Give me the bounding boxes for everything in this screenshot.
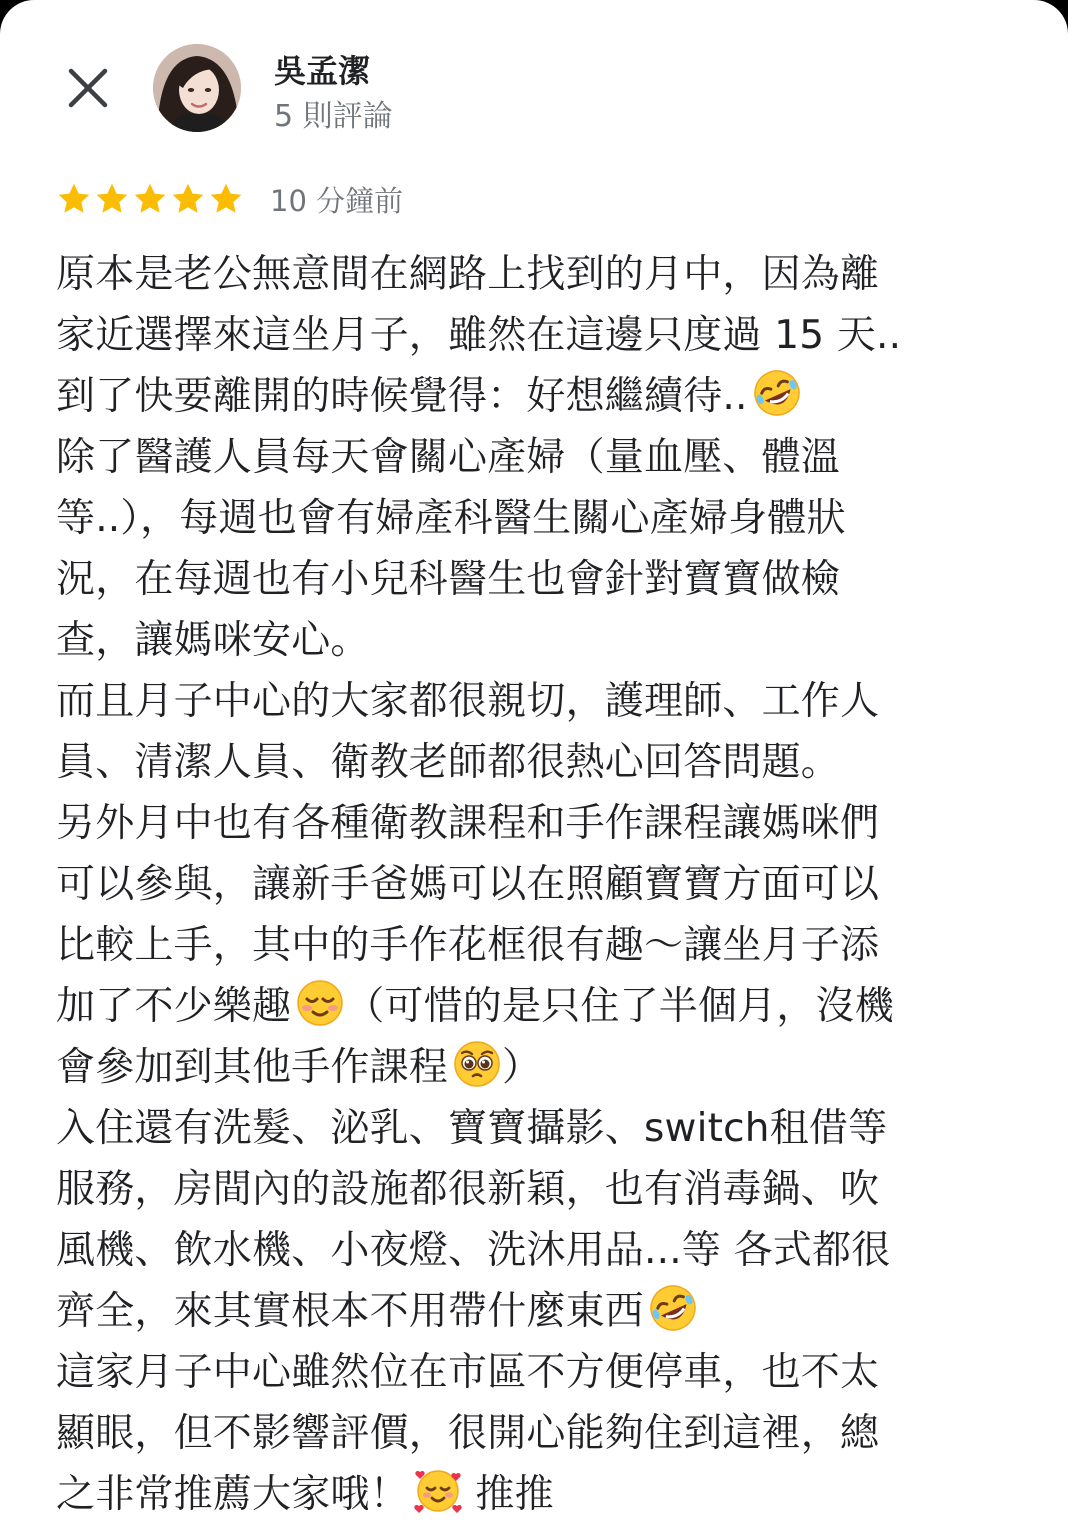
star-rating [56, 181, 244, 217]
close-icon [67, 67, 109, 109]
reviewer-name[interactable]: 吳孟潔 [274, 52, 371, 90]
review-line: 而且月子中心的大家都很親切，護理師、工作人 [56, 679, 880, 724]
avatar-photo [153, 44, 241, 132]
smiling-face-emoji [295, 978, 345, 1028]
review-line: 齊全，來其實根本不用帶什麼東西 [56, 1281, 1046, 1342]
review-line: 家近選擇來這坐月子，雖然在這邊只度過 15 天.. [56, 313, 902, 358]
star-icon [56, 181, 92, 217]
review-time: 10 分鐘前 [270, 183, 404, 218]
review-text [56, 244, 1046, 1525]
star-icon [170, 181, 206, 217]
review-line: 加了不少樂趣 （可惜的是只住了半個月，沒機 [56, 976, 1046, 1037]
review-line: 會參加到其他手作課程 ） [56, 1037, 1046, 1098]
review-line: 等..），每週也會有婦產科醫生關心產婦身體狀 [56, 496, 846, 541]
review-line: 另外月中也有各種衛教課程和手作課程讓媽咪們 [56, 801, 880, 846]
review-line: 比較上手，其中的手作花框很有趣～讓坐月子添 [56, 923, 880, 968]
smiling-face-with-hearts-emoji [413, 1466, 463, 1516]
pleading-face-emoji [452, 1039, 502, 1089]
review-line: 風機、飲水機、小夜燈、洗沐用品...等 各式都很 [56, 1228, 891, 1273]
review-line: 除了醫護人員每天會關心產婦（量血壓、體溫 [56, 435, 841, 480]
review-line: 可以參與，讓新手爸媽可以在照顧寶寶方面可以 [56, 862, 880, 907]
review-line: 服務，房間內的設施都很新穎，也有消毒鍋、吹 [56, 1167, 880, 1212]
rolling-on-floor-laughing-emoji [648, 1283, 698, 1333]
star-icon [94, 181, 130, 217]
rolling-on-floor-laughing-emoji [752, 368, 802, 418]
review-line: 原本是老公無意間在網路上找到的月中，因為離 [56, 252, 880, 297]
review-line: 顯眼，但不影響評價，很開心能夠住到這裡，總 [56, 1411, 880, 1456]
star-icon [132, 181, 168, 217]
rating-row [56, 176, 403, 222]
reviewer-review-count[interactable]: 5 則評論 [274, 99, 393, 134]
star-icon [208, 181, 244, 217]
review-line: 員、清潔人員、衛教老師都很熱心回答問題。 [56, 740, 841, 785]
review-line: 到了快要離開的時候覺得：好想繼續待.. [56, 366, 1046, 427]
review-line: 這家月子中心雖然位在市區不方便停車，也不太 [56, 1350, 880, 1395]
review-line: 之非常推薦大家哦！ 推推 [56, 1464, 1046, 1525]
avatar[interactable] [153, 44, 241, 132]
close-button[interactable] [58, 58, 118, 118]
review-line: 況，在每週也有小兒科醫生也會針對寶寶做檢 [56, 557, 841, 602]
review-line: 入住還有洗髮、泌乳、寶寶攝影、switch租借等 [56, 1106, 888, 1151]
review-line: 查，讓媽咪安心。 [56, 618, 370, 663]
